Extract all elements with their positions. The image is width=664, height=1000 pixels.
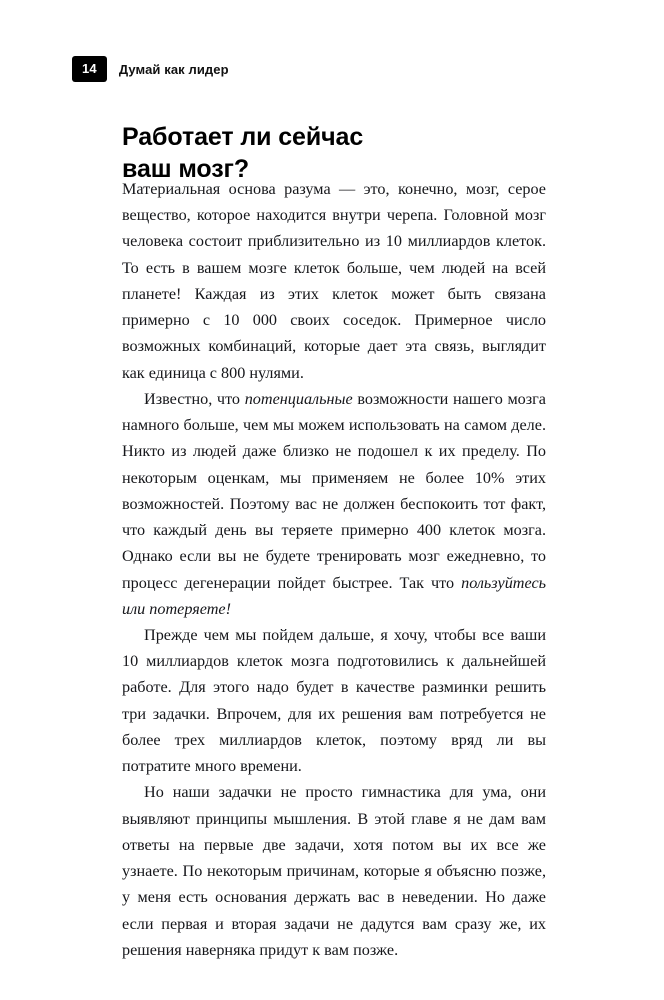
page-number-badge: 14 [72,56,107,82]
chapter-title-line-2: ваш мозг? [122,154,250,183]
chapter-title-line-1: Работает ли сейчас [122,122,364,151]
paragraph-2-text-b: возможности нашего мозга намного больше, чем мы можем использовать на самом деле. Никто из людей даже близко не подошел к их пределу. По некоторым оценкам, мы применяем не более 10% этих возможностей. Поэтому вас не должен беспокоить тот факт, что каждый день вы теряете примерно 400 клеток мозга. Однако если вы не будете тренировать мозг ежедневно, то процесс дегенерации пойдет быстрее. Так что [122,389,546,592]
running-title: Думай как лидер [118,61,229,77]
paragraph-2-text-a: Известно, что [144,389,245,408]
paragraph-4: Но наши задачки не просто гимнастика для ума, они выявляют принципы мышления. В этой главе я не дам вам ответы на первые две задачи, хотя потом вы их все же узнаете. По некоторым причинам, которые я объясню позже, у меня есть основания держать вас в неведении. Но даже если первая и вторая задачи не дадутся вам сразу же, их решения наверняка придут к вам позже. [122,783,546,959]
paragraph-2 [122,386,546,622]
page-header [72,56,229,82]
body-text [122,176,546,963]
paragraph-2-emphasis-2: пользуйтесь или потеряете! [122,573,546,618]
paragraph-1: Материальная основа разума — это, конечно, мозг, серое вещество, которое находится внутри черепа. Головной мозг человека состоит приблизительно из 10 миллиардов клеток. То есть в вашем мозге клеток больше, чем людей на всей планете! Каждая из этих клеток может быть связана примерно с 10 000 своих соседок. Примерное число возможных комбинаций, которые дает эта связь, выглядит как единица с 800 нулями. [122,180,546,382]
paragraph-3: Прежде чем мы пойдем дальше, я хочу, чтобы все ваши 10 миллиардов клеток мозга подготовились к дальнейшей работе. Для этого надо будет в качестве разминки решить три задачки. Впрочем, для их решения вам потребуется не более трех миллиардов клеток, поэтому вряд ли вы потратите много времени. [122,625,546,776]
paragraph-2-emphasis-1: потенциальные [244,389,353,408]
